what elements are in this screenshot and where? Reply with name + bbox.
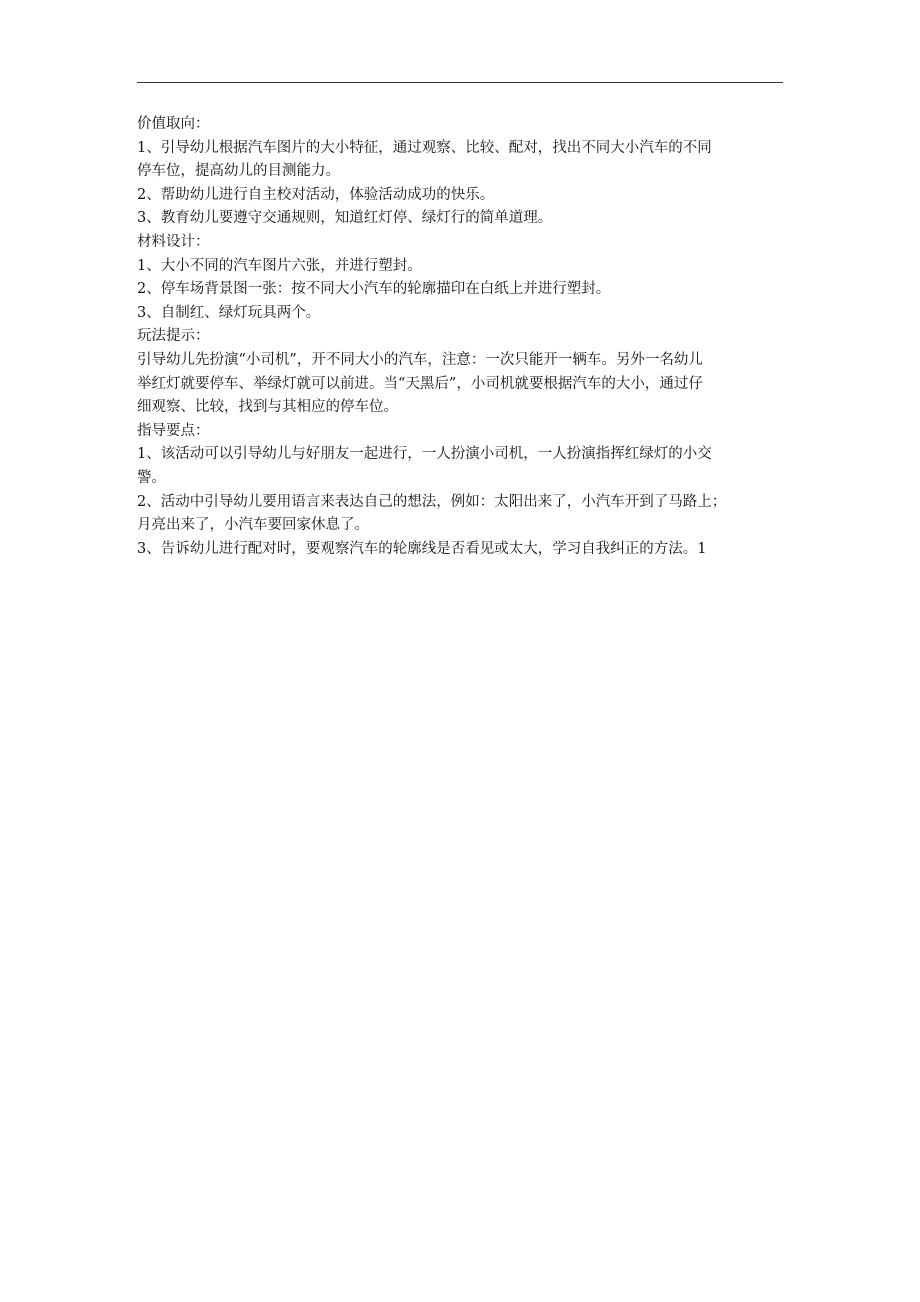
- paragraph-line: 3、教育幼儿要遵守交通规则，知道红灯停、绿灯行的简单道理。: [137, 210, 553, 227]
- paragraph-line: 停车位，提高幼儿的目测能力。: [137, 163, 340, 180]
- paragraph-line: 警。: [137, 469, 166, 486]
- paragraph-line: 3、告诉幼儿进行配对时，要观察汽车的轮廓线是否看见或太大，学习自我纠正的方法。1: [137, 540, 707, 557]
- section-heading-play-tips: 玩法提示：: [137, 328, 210, 345]
- paragraph-line: 2、帮助幼儿进行自主校对活动，体验活动成功的快乐。: [137, 186, 495, 203]
- paragraph-line: 2、活动中引导幼儿要用语言来表达自己的想法，例如：太阳出来了，小汽车开到了马路上；: [137, 493, 727, 510]
- paragraph-line: 1、该活动可以引导幼儿与好朋友一起进行，一人扮演小司机，一人扮演指挥红绿灯的小交: [137, 446, 712, 463]
- header-rule: [137, 82, 783, 83]
- paragraph-line: 3、自制红、绿灯玩具两个。: [137, 304, 321, 321]
- paragraph-line: 1、引导幼儿根据汽车图片的大小特征，通过观察、比较、配对，找出不同大小汽车的不同: [137, 139, 712, 156]
- section-heading-value-orientation: 价值取向：: [137, 116, 210, 132]
- paragraph-line: 细观察、比较，找到与其相应的停车位。: [137, 399, 398, 416]
- document-body: [137, 113, 787, 561]
- section-heading-guidance: 指导要点：: [137, 422, 210, 439]
- paragraph-line: 1、大小不同的汽车图片六张，并进行塑封。: [137, 257, 422, 274]
- paragraph-line: 月亮出来了，小汽车要回家休息了。: [137, 517, 369, 534]
- section-heading-materials: 材料设计：: [137, 233, 210, 250]
- paragraph-line: 引导幼儿先扮演“小司机”，开不同大小的汽车，注意：一次只能开一辆车。另外一名幼儿: [137, 351, 703, 368]
- paragraph-line: 2、停车场背景图一张：按不同大小汽车的轮廓描印在白纸上并进行塑封。: [137, 281, 611, 298]
- paragraph-line: 举红灯就要停车、举绿灯就可以前进。当“天黑后”，小司机就要根据汽车的大小，通过仔: [137, 375, 703, 392]
